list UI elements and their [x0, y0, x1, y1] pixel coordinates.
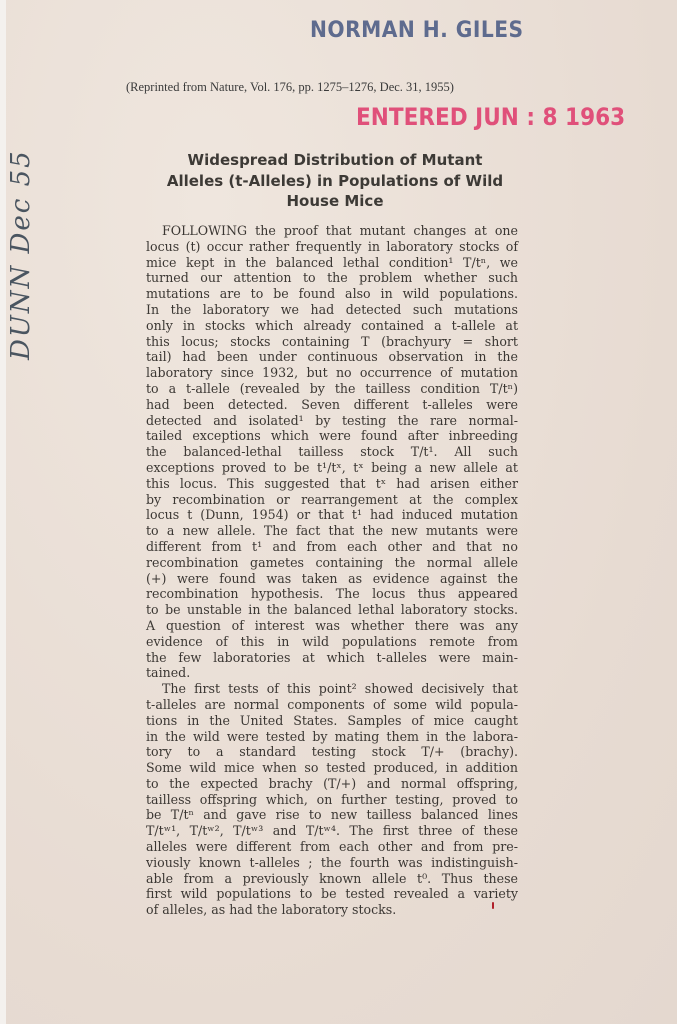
text-line: viously known t-alleles ; the fourth was indistinguish- [146, 854, 518, 870]
text-line: exceptions proved to be t¹/tˣ, tˣ being a new allele at [146, 459, 518, 475]
text-line: locus t (Dunn, 1954) or that t¹ had induced mutation [146, 507, 518, 523]
title-line: Alleles (t-Alleles) in Populations of Wild [166, 171, 504, 190]
text-line: to be unstable in the balanced lethal laboratory stocks. [146, 602, 518, 618]
text-line: T/tʷ¹, T/tʷ², T/tʷ³ and T/tʷ⁴. The first three of these [146, 823, 518, 839]
text-line: laboratory since 1932, but no occurrence of mutation [146, 365, 518, 381]
text-line: first wild populations to be tested revealed a variety [146, 886, 518, 902]
text-line: to a t-allele (revealed by the tailless condition T/tⁿ) [146, 380, 518, 396]
text-line: in the wild were tested by mating them in the labora- [146, 728, 518, 744]
text-line: tailed exceptions which were found after inbreeding [146, 428, 518, 444]
red-ink-mark [492, 902, 494, 909]
reprint-citation: (Reprinted from Nature, Vol. 176, pp. 1275–1276, Dec. 31, 1955) [126, 80, 454, 94]
text-line: FOLLOWING the proof that mutant changes at one [162, 223, 518, 238]
text-line: tained. [146, 665, 191, 681]
text-line: recombination hypothesis. The locus thus appeared [146, 586, 518, 602]
text-line: turned our attention to the problem whether such [146, 270, 518, 286]
owner-stamp: NORMAN H. GILES [310, 18, 524, 43]
text-line: this locus; stocks containing T (brachyury = short [146, 333, 518, 349]
text-line: recombination gametes containing the normal allele [146, 554, 518, 570]
text-line: tory to a standard testing stock T/+ (brachy). [146, 744, 518, 760]
text-line: The first tests of this point² showed decisively that [162, 681, 518, 697]
text-line: t-alleles are normal components of some wild popula- [146, 696, 518, 712]
handwritten-margin-note: DUNN Dec 55 [6, 149, 36, 360]
text-line: to the expected brachy (T/+) and normal offspring, [146, 775, 518, 791]
paragraph [146, 223, 518, 681]
paragraph [146, 681, 518, 918]
text-line: (+) were found was taken as evidence against the [146, 570, 518, 586]
text-line: tailless offspring which, on further testing, proved to [146, 791, 518, 807]
article-title [148, 150, 522, 212]
article-body [146, 223, 518, 918]
text-line: be T/tⁿ and gave rise to new tailless balanced lines [146, 807, 518, 823]
text-line: A question of interest was whether there was any [146, 617, 518, 633]
text-line: of alleles, as had the laboratory stocks. [146, 902, 397, 918]
title-line: Widespread Distribution of Mutant [187, 151, 483, 169]
text-line: alleles were different from each other and from pre- [146, 839, 518, 855]
text-line: only in stocks which already contained a t-allele at [146, 317, 518, 333]
title-line: House Mice [286, 192, 384, 210]
text-line: different from t¹ and from each other and that no [146, 538, 518, 554]
text-line: had been detected. Seven different t-alleles were [146, 396, 518, 412]
text-line: detected and isolated¹ by testing the rare normal- [146, 412, 518, 428]
text-line: to a new allele. The fact that the new mutants were [146, 523, 518, 539]
text-line: this locus. This suggested that tˣ had arisen either [146, 475, 518, 491]
text-line: Some wild mice when so tested produced, in addition [146, 760, 518, 776]
text-line: the few laboratories at which t-alleles were main- [146, 649, 518, 665]
text-line: tail) had been under continuous observation in the [146, 349, 518, 365]
text-line: able from a previously known allele t⁰. Thus these [146, 870, 518, 886]
text-line: the balanced-lethal tailless stock T/t¹. All such [146, 444, 518, 460]
text-line: In the laboratory we had detected such mutations [146, 301, 518, 317]
text-line: by recombination or rearrangement at the complex [146, 491, 518, 507]
text-line: mice kept in the balanced lethal condition¹ T/tⁿ, we [146, 254, 518, 270]
text-line: mutations are to be found also in wild populations. [146, 286, 518, 302]
text-line: locus (t) occur rather frequently in laboratory stocks of [146, 238, 518, 254]
entered-date-stamp: ENTERED JUN : 8 1963 [356, 103, 626, 131]
text-line: tions in the United States. Samples of mice caught [146, 712, 518, 728]
text-line: evidence of this in wild populations remote from [146, 633, 518, 649]
